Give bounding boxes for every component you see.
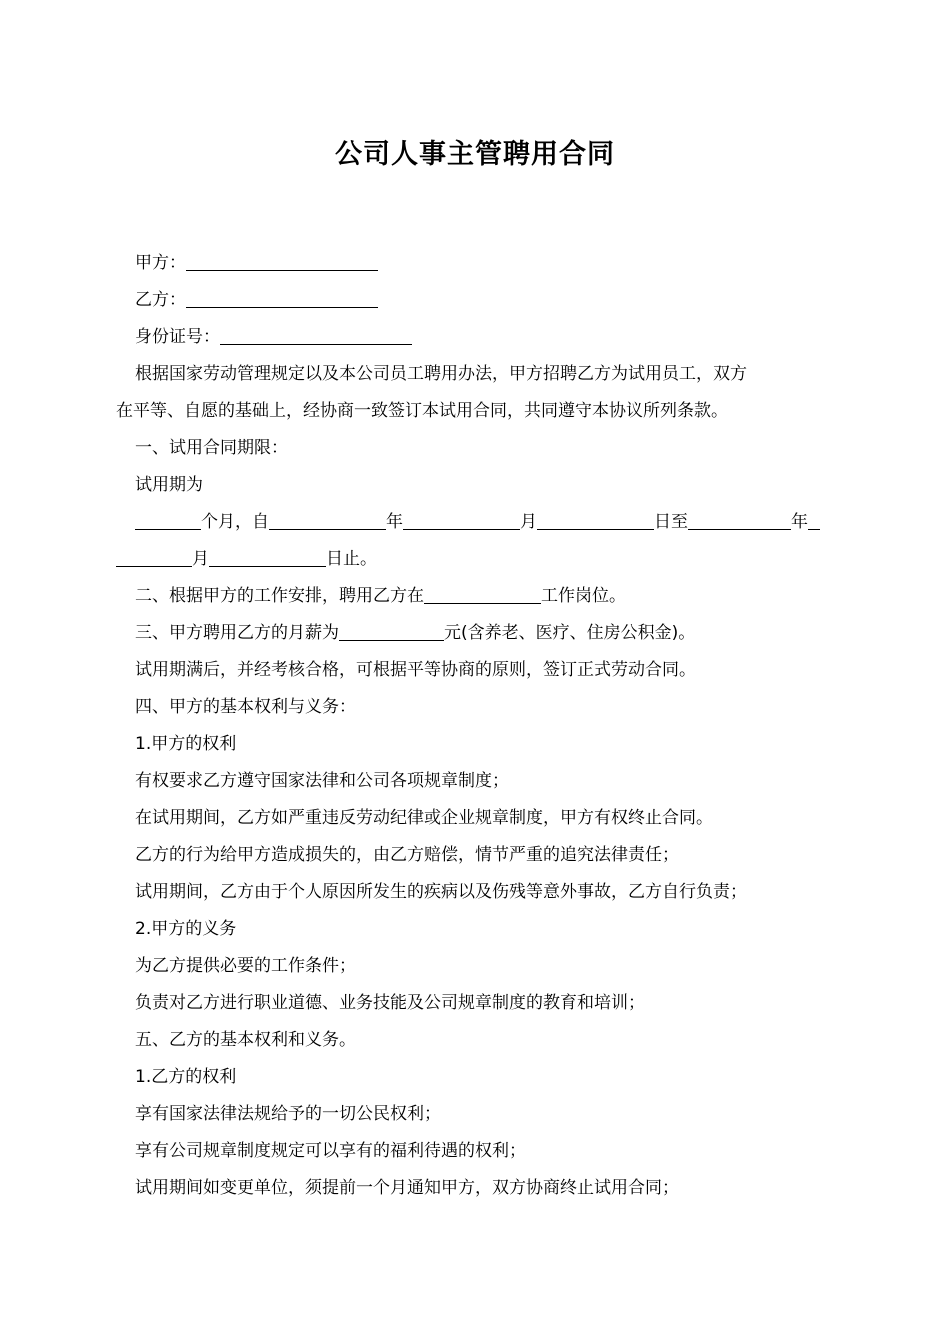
- party-a-blank: [186, 250, 378, 271]
- section1-heading: 一、试用合同期限：: [135, 438, 288, 458]
- party-a-duty-2: 负责对乙方进行职业道德、业务技能及公司规章制度的教育和培训；: [135, 993, 645, 1013]
- party-b-rights-heading: 1.乙方的权利: [135, 1067, 237, 1087]
- document-title: 公司人事主管聘用合同: [335, 139, 615, 170]
- document-body: [116, 245, 836, 1207]
- term-day2-blank: [209, 546, 326, 567]
- term-month1-text: 月: [520, 512, 537, 532]
- term-month2-blank: [116, 546, 192, 567]
- party-b-right-3: 试用期间如变更单位，须提前一个月通知甲方，双方协商终止试用合同；: [135, 1178, 679, 1198]
- party-b-right-1: 享有国家法律法规给予的一切公民权利；: [135, 1104, 441, 1124]
- party-a-line: [116, 245, 836, 282]
- term-day-to-text: 日至: [654, 512, 688, 532]
- term-year2-text: 年: [791, 512, 808, 532]
- term-end-text: 日止。: [326, 549, 377, 569]
- party-b-line: [116, 282, 836, 319]
- intro-paragraph-line1: 根据国家劳动管理规定以及本公司员工聘用办法，甲方招聘乙方为试用员工，双方: [135, 364, 747, 384]
- section3-suffix: 元(含养老、医疗、住房公积金)。: [444, 623, 696, 643]
- term-month1-blank: [403, 509, 520, 530]
- section2-suffix: 工作岗位。: [541, 586, 626, 606]
- id-number-blank: [220, 324, 412, 345]
- after-probation-line: 试用期满后，并经考核合格，可根据平等协商的原则，签订正式劳动合同。: [135, 660, 696, 680]
- party-a-right-1: 有权要求乙方遵守国家法律和公司各项规章制度；: [135, 771, 509, 791]
- term-year1-blank: [269, 509, 386, 530]
- term-year2-blank: [688, 509, 791, 530]
- party-b-right-2: 享有公司规章制度规定可以享有的福利待遇的权利；: [135, 1141, 526, 1161]
- salary-blank: [339, 620, 444, 641]
- term-months-blank: [135, 509, 201, 530]
- section3-line: [116, 615, 836, 652]
- term-line1: [116, 504, 836, 541]
- intro-paragraph-line2: 在平等、自愿的基础上，经协商一致签订本试用合同，共同遵守本协议所列条款。: [116, 401, 728, 421]
- section5-heading: 五、乙方的基本权利和义务。: [135, 1030, 356, 1050]
- party-b-blank: [186, 287, 378, 308]
- term-month2-text: 月: [192, 549, 209, 569]
- term-year1-text: 年: [386, 512, 403, 532]
- section2-line: [116, 578, 836, 615]
- party-a-duties-heading: 2.甲方的义务: [135, 919, 237, 939]
- party-a-rights-heading: 1.甲方的权利: [135, 734, 237, 754]
- party-a-right-2: 在试用期间，乙方如严重违反劳动纪律或企业规章制度，甲方有权终止合同。: [135, 808, 713, 828]
- party-b-label: 乙方：: [135, 290, 186, 310]
- position-blank: [424, 583, 541, 604]
- term-trailing-blank: [808, 509, 820, 530]
- party-a-right-4: 试用期间，乙方由于个人原因所发生的疾病以及伤残等意外事故，乙方自行负责；: [135, 882, 747, 902]
- probation-label: 试用期为: [135, 475, 203, 495]
- party-a-label: 甲方：: [135, 253, 186, 273]
- id-number-line: [116, 319, 836, 356]
- term-day1-blank: [537, 509, 654, 530]
- section4-heading: 四、甲方的基本权利与义务：: [135, 697, 356, 717]
- section2-prefix: 二、根据甲方的工作安排，聘用乙方在: [135, 586, 424, 606]
- term-months-text: 个月，自: [201, 512, 269, 532]
- party-a-right-3: 乙方的行为给甲方造成损失的，由乙方赔偿，情节严重的追究法律责任；: [135, 845, 679, 865]
- party-a-duty-1: 为乙方提供必要的工作条件；: [135, 956, 356, 976]
- term-line2: [116, 541, 836, 578]
- id-number-label: 身份证号：: [135, 327, 220, 347]
- section3-prefix: 三、甲方聘用乙方的月薪为: [135, 623, 339, 643]
